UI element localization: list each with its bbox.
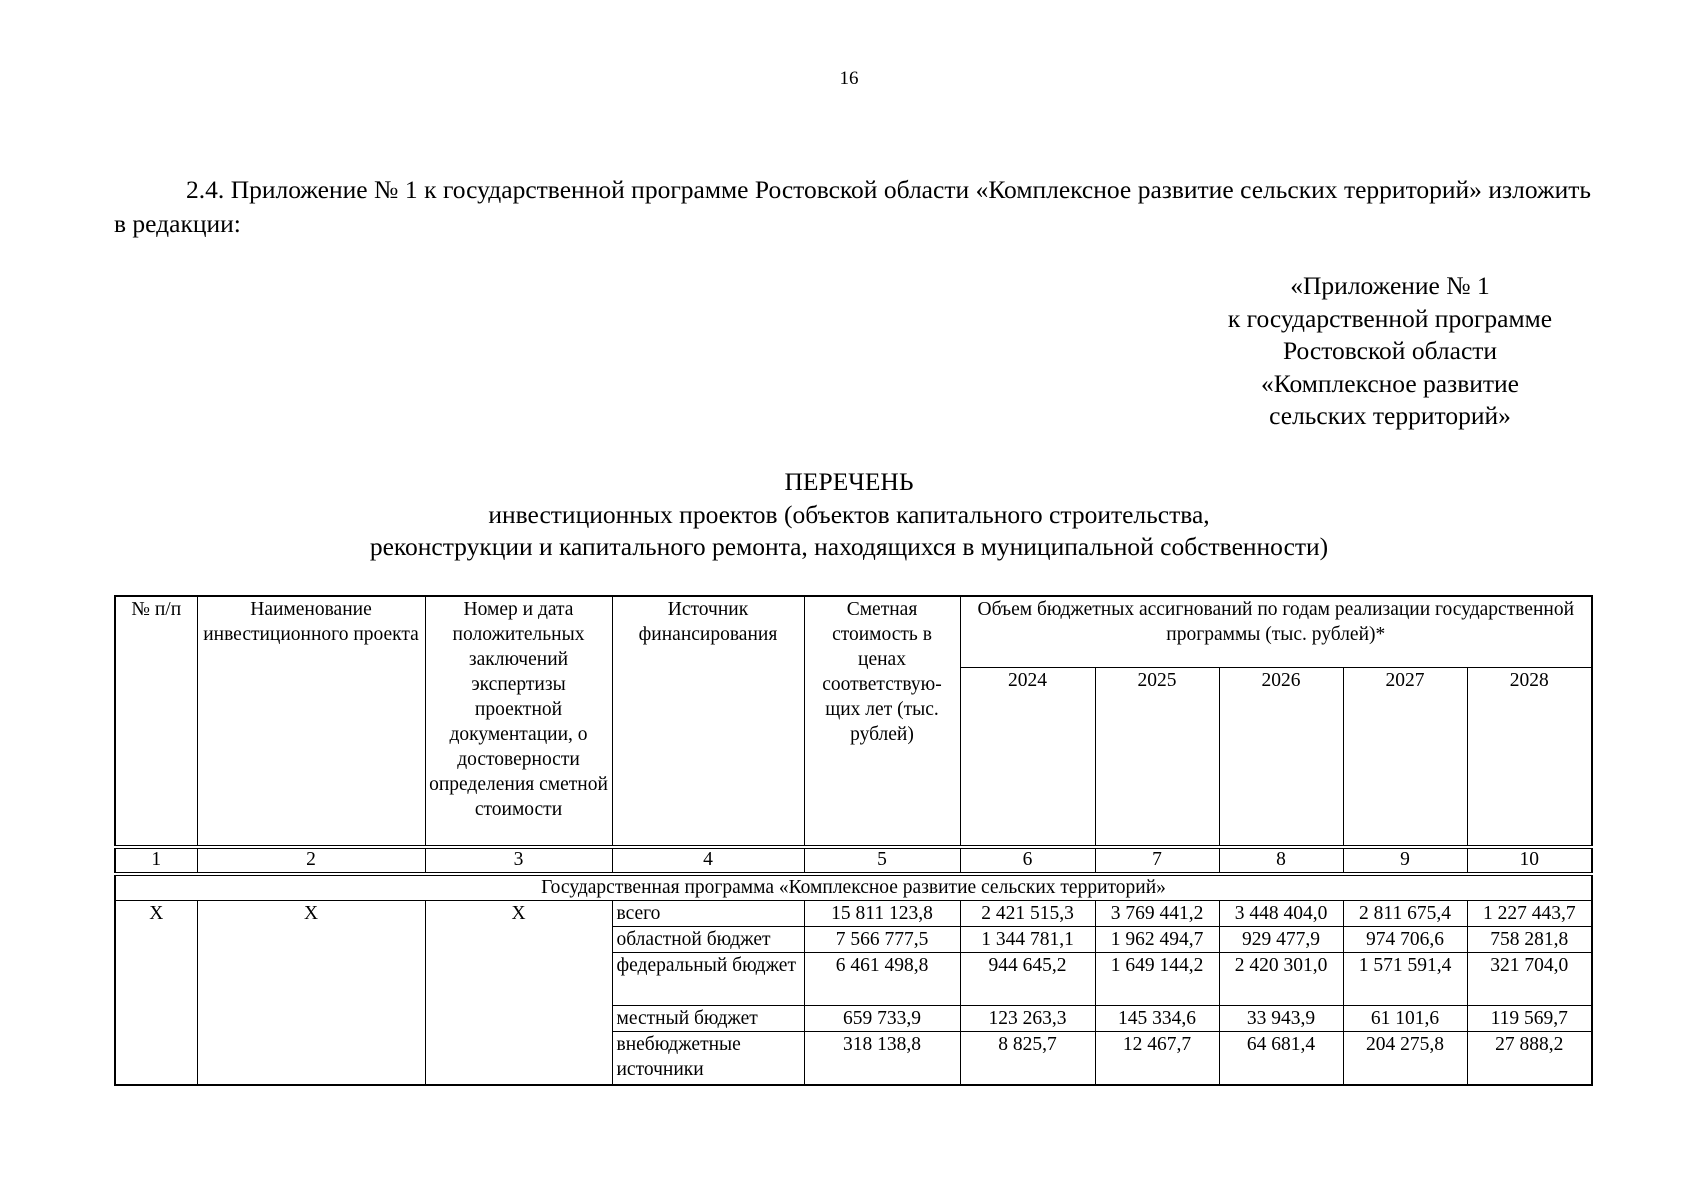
column-number: 8 <box>1219 847 1343 874</box>
column-number: 10 <box>1467 847 1592 874</box>
funding-source: всего <box>612 901 804 927</box>
appendix-line: сельских территорий» <box>1269 401 1511 430</box>
estimate-value: 15 811 123,8 <box>804 901 960 927</box>
year-value: 3 448 404,0 <box>1219 901 1343 927</box>
appendix-line: Ростовской области <box>1282 336 1498 365</box>
header-year: 2024 <box>960 668 1095 848</box>
header-project-name: Наименование инвестиционного проекта <box>197 596 425 847</box>
year-value: 1 649 144,2 <box>1095 953 1219 1006</box>
year-value: 33 943,9 <box>1219 1006 1343 1032</box>
header-budget-group: Объем бюджетных ассигнований по годам реализации государственной программы (тыс. рублей)* <box>960 596 1592 668</box>
year-value: 1 344 781,1 <box>960 927 1095 953</box>
year-value: 321 704,0 <box>1467 953 1592 1006</box>
year-value: 758 281,8 <box>1467 927 1592 953</box>
year-value: 2 421 515,3 <box>960 901 1095 927</box>
funding-source: федеральный бюджет <box>612 953 804 1006</box>
year-value: 64 681,4 <box>1219 1032 1343 1086</box>
column-number-row <box>115 847 1592 874</box>
year-value: 61 101,6 <box>1343 1006 1467 1032</box>
column-number: 1 <box>115 847 197 874</box>
estimate-value: 318 138,8 <box>804 1032 960 1086</box>
column-number: 4 <box>612 847 804 874</box>
year-value: 2 420 301,0 <box>1219 953 1343 1006</box>
table-row <box>115 901 1592 927</box>
document-title <box>0 466 1698 564</box>
header-number: № п/п <box>115 596 197 847</box>
program-name-row: Государственная программа «Комплексное развитие сельских территорий» <box>115 874 1592 901</box>
header-year: 2026 <box>1219 668 1343 848</box>
header-estimated-cost: Сметная стоимость в ценах соответствую-щих лет (тыс. рублей) <box>804 596 960 847</box>
x-mark: Х <box>115 901 197 1086</box>
year-value: 8 825,7 <box>960 1032 1095 1086</box>
column-number: 9 <box>1343 847 1467 874</box>
estimate-value: 659 733,9 <box>804 1006 960 1032</box>
column-number: 7 <box>1095 847 1219 874</box>
year-value: 3 769 441,2 <box>1095 901 1219 927</box>
investment-projects-table <box>114 595 1593 1086</box>
title-heading: ПЕРЕЧЕНЬ <box>784 467 914 496</box>
year-value: 1 227 443,7 <box>1467 901 1592 927</box>
appendix-line: «Комплексное развитие <box>1261 368 1519 398</box>
estimate-value: 6 461 498,8 <box>804 953 960 1006</box>
header-year: 2027 <box>1343 668 1467 848</box>
year-value: 12 467,7 <box>1095 1032 1219 1086</box>
year-value: 929 477,9 <box>1219 927 1343 953</box>
funding-source: местный бюджет <box>612 1006 804 1032</box>
column-number: 3 <box>425 847 612 874</box>
year-value: 27 888,2 <box>1467 1032 1592 1086</box>
header-funding-source: Источник финансирования <box>612 596 804 847</box>
year-value: 145 334,6 <box>1095 1006 1219 1032</box>
x-mark: Х <box>197 901 425 1086</box>
appendix-reference <box>1150 270 1630 433</box>
x-mark: Х <box>425 901 612 1086</box>
header-expertise: Номер и дата положительных заключений экспертизы проектной документации, о достоверности определения сметной стоимости <box>425 596 612 847</box>
title-line-2: реконструкции и капитального ремонта, находящихся в муниципальной собственности) <box>369 532 1329 561</box>
header-year: 2025 <box>1095 668 1219 848</box>
year-value: 944 645,2 <box>960 953 1095 1006</box>
year-value: 974 706,6 <box>1343 927 1467 953</box>
column-number: 6 <box>960 847 1095 874</box>
page-number: 16 <box>839 68 859 89</box>
funding-source: областной бюджет <box>612 927 804 953</box>
header-year: 2028 <box>1467 668 1592 848</box>
appendix-line: к государственной программе <box>1227 303 1553 333</box>
column-number: 5 <box>804 847 960 874</box>
year-value: 119 569,7 <box>1467 1006 1592 1032</box>
title-line-1: инвестиционных проектов (объектов капитального строительства, <box>488 499 1210 529</box>
year-value: 123 263,3 <box>960 1006 1095 1032</box>
intro-paragraph: 2.4. Приложение № 1 к государственной программе Ростовской области «Комплексное развитие сельских территорий» изложить в редакции: <box>114 175 1591 238</box>
appendix-line: «Приложение № 1 <box>1290 271 1490 300</box>
year-value: 204 275,8 <box>1343 1032 1467 1086</box>
column-number: 2 <box>197 847 425 874</box>
year-value: 1 571 591,4 <box>1343 953 1467 1006</box>
year-value: 1 962 494,7 <box>1095 927 1219 953</box>
year-value: 2 811 675,4 <box>1343 901 1467 927</box>
funding-source: внебюджетные источники <box>612 1032 804 1086</box>
estimate-value: 7 566 777,5 <box>804 927 960 953</box>
